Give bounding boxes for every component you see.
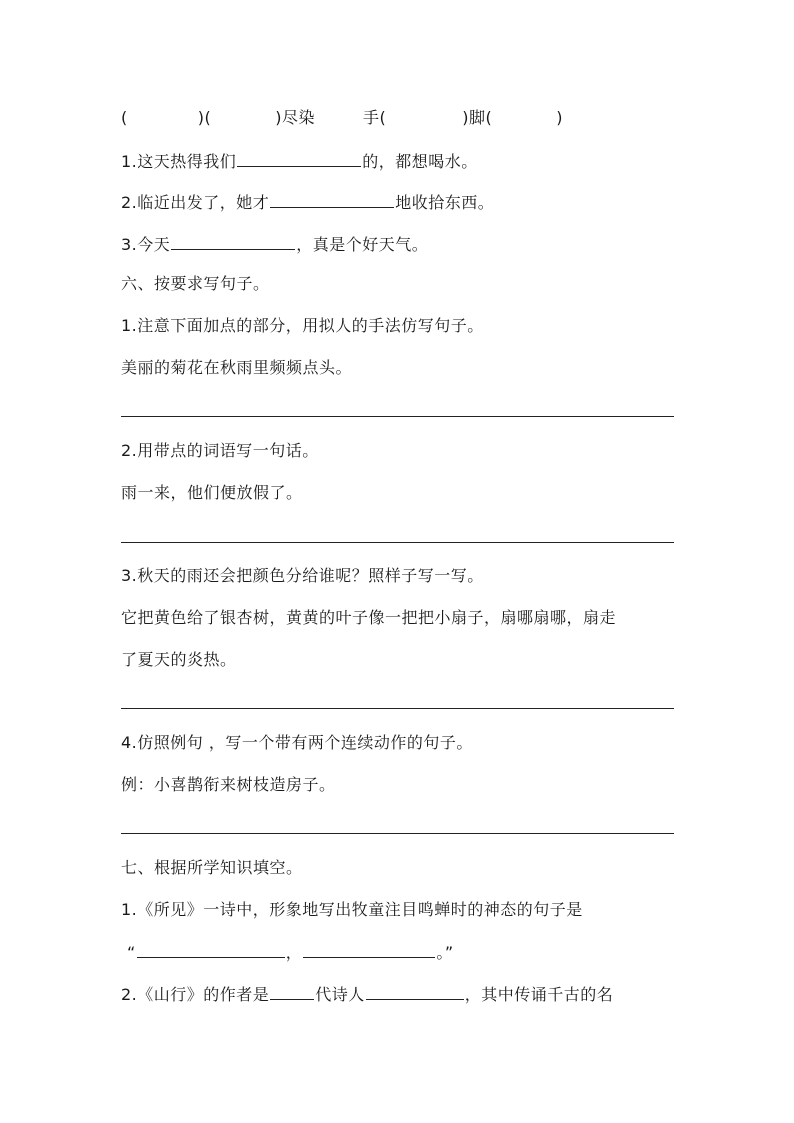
comma: ，: [285, 943, 303, 962]
paren-close-4: ): [556, 108, 563, 127]
sec6-q2-example: 雨一来，他们便放假了。: [121, 483, 303, 502]
paren-open-1: (: [121, 108, 128, 127]
sec6-q3-example-1: 它把黄色给了银杏树，黄黄的叶子像一把把小扇子，扇哪扇哪，扇走: [121, 608, 617, 627]
sec5-q1-blank[interactable]: [237, 150, 361, 167]
sec5-q1-prefix: 1.这天热得我们: [121, 152, 237, 171]
sec5-q3-prefix: 3.今天: [121, 235, 171, 254]
sec5-q3-blank[interactable]: [171, 233, 295, 250]
sec6-q1: 1.注意下面加点的部分，用拟人的手法仿写句子。: [121, 316, 484, 335]
idiom-jiao: )脚(: [462, 108, 493, 127]
sec7-q2-prefix: 2.《山行》的作者是: [121, 985, 270, 1004]
sec6-q3-example-2: 了夏天的炎热。: [121, 650, 237, 669]
sec7-q1-blank-1[interactable]: [137, 941, 285, 958]
sec5-q1: [121, 150, 478, 172]
sec7-heading: 七、根据所学知识填空。: [121, 858, 303, 877]
open-quote: “: [127, 943, 136, 962]
idiom-fill-line: [121, 108, 563, 128]
sec5-q2-prefix: 2.临近出发了，她才: [121, 193, 270, 212]
sec7-q2: [121, 983, 613, 1005]
sec5-q3-suffix: ，真是个好天气。: [296, 235, 429, 254]
sec7-q1: 1.《所见》一诗中，形象地写出牧童注目鸣蝉时的神态的句子是: [121, 900, 583, 919]
sec7-q2-mid: 代诗人: [315, 985, 365, 1004]
sec6-q2: 2.用带点的词语写一句话。: [121, 441, 319, 460]
sec6-q4: 4.仿照例句 ，写一个带有两个连续动作的句子。: [121, 733, 473, 752]
sec6-q3-answer-line[interactable]: [121, 708, 674, 709]
sec7-q1-answer: [127, 941, 454, 963]
sec6-heading: 六、按要求写句子。: [121, 274, 270, 293]
sec5-q3: [121, 233, 428, 255]
sec7-q2-blank-2[interactable]: [366, 983, 464, 1000]
sec6-q4-example: 例：小喜鹊衔来树枝造房子。: [121, 775, 336, 794]
sec5-q1-suffix: 的，都想喝水。: [362, 152, 478, 171]
sec6-q2-answer-line[interactable]: [121, 542, 674, 543]
idiom-jinran: )尽染: [275, 108, 315, 127]
sec7-q2-blank-1[interactable]: [270, 983, 314, 1000]
idiom-shou: 手(: [362, 108, 387, 127]
sec7-q2-suffix: ，其中传诵千古的名: [464, 985, 614, 1004]
sec6-q4-answer-line[interactable]: [121, 833, 674, 834]
close-quote: 。”: [436, 943, 454, 962]
sec6-q3: 3.秋天的雨还会把颜色分给谁呢？照样子写一写。: [121, 566, 484, 585]
sec5-q2-suffix: 地收拾东西。: [395, 193, 495, 212]
sec5-q2: [121, 191, 494, 213]
sec7-q1-blank-2[interactable]: [303, 941, 435, 958]
paren-close-open-2: )(: [197, 108, 212, 127]
sec5-q2-blank[interactable]: [270, 191, 394, 208]
sec6-q1-answer-line[interactable]: [121, 416, 674, 417]
sec6-q1-example: 美丽的菊花在秋雨里频频点头。: [121, 358, 353, 377]
